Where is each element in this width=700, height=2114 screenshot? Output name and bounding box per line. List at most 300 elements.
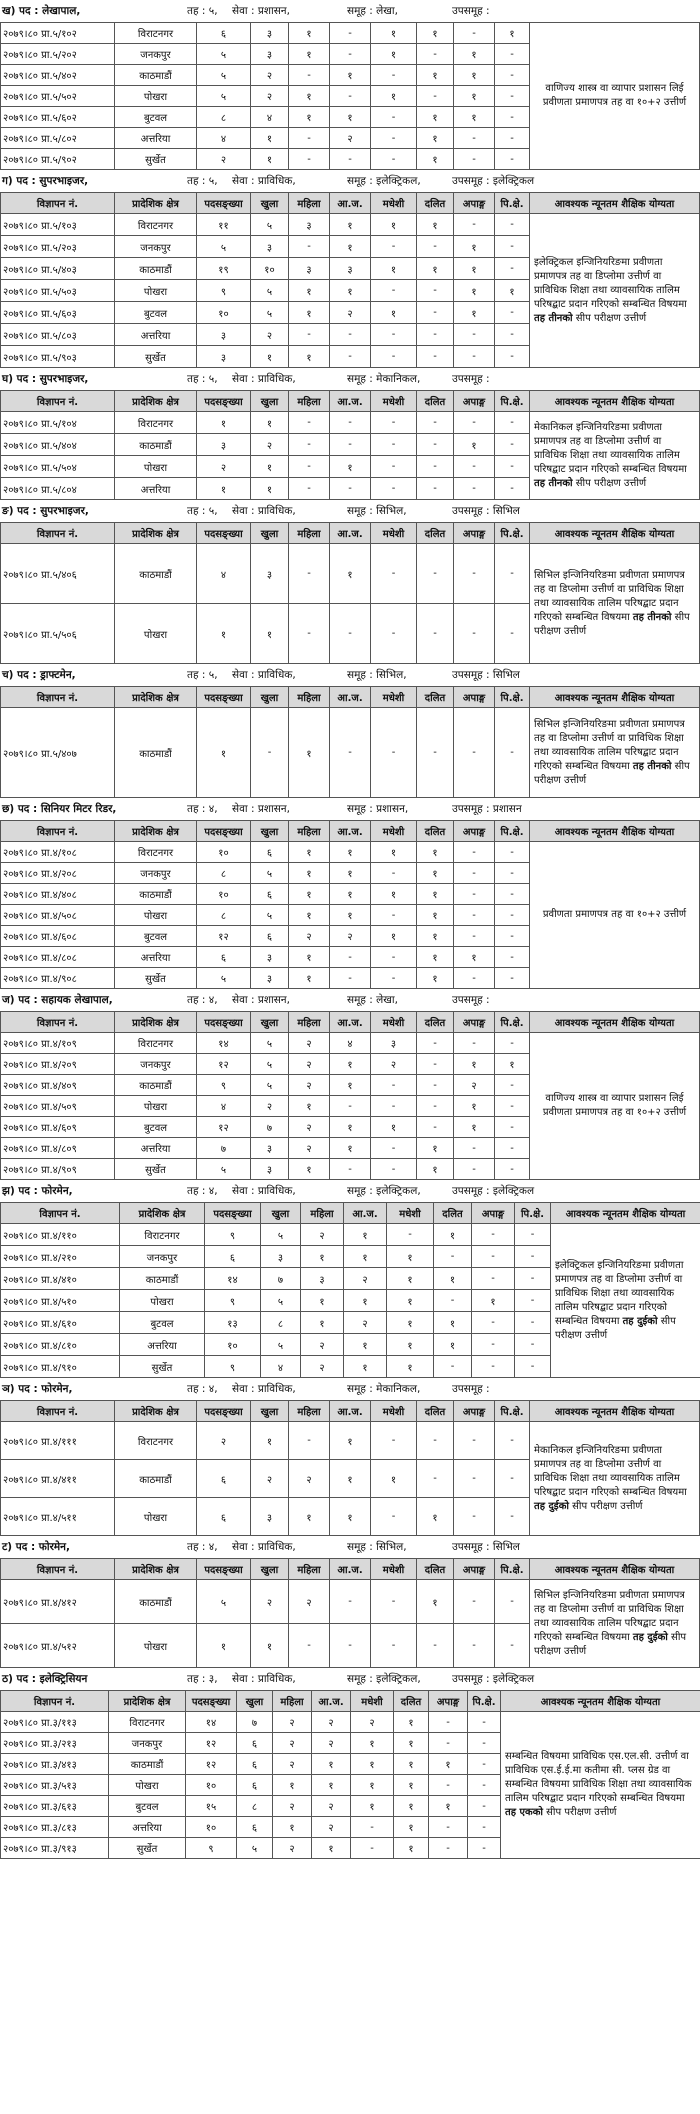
column-header: महिला <box>289 193 330 214</box>
advertisement-number: २०७९।८० प्रा.५/४०६ <box>1 544 115 604</box>
count-cell: १ <box>351 1754 394 1775</box>
count-cell: - <box>371 434 417 456</box>
count-cell: १ <box>417 149 454 170</box>
count-cell: १० <box>205 1334 261 1356</box>
column-header: मधेशी <box>371 687 417 708</box>
column-header: अपाङ्ग <box>454 193 495 214</box>
advertisement-number: २०७९।८० प्रा.४/४०८ <box>1 884 115 905</box>
count-cell: - <box>417 1075 454 1096</box>
vacancy-table <box>0 1690 700 1859</box>
region-cell: पोखरा <box>115 456 197 478</box>
column-header: विज्ञापन नं. <box>1 1401 115 1422</box>
column-header: मधेशी <box>371 391 417 412</box>
count-cell: २ <box>351 1712 394 1733</box>
advertisement-number: २०७९।८० प्रा.५/५०६ <box>1 604 115 664</box>
count-cell: १ <box>417 214 454 236</box>
count-cell: २ <box>301 1224 344 1246</box>
count-cell: १ <box>330 905 371 926</box>
count-cell: १ <box>454 1054 495 1075</box>
region-cell: अत्तरिया <box>115 947 197 968</box>
advertisement-number: २०७९।८० प्रा.५/५०४ <box>1 456 115 478</box>
count-cell: ११ <box>197 214 251 236</box>
count-cell: १ <box>417 947 454 968</box>
count-cell: १ <box>289 302 330 324</box>
vacancy-table <box>0 22 700 170</box>
count-cell: - <box>330 346 371 368</box>
count-cell: २ <box>273 1733 312 1754</box>
count-cell: २ <box>289 1460 330 1498</box>
count-cell: - <box>371 1075 417 1096</box>
count-cell: - <box>495 884 530 905</box>
table-row <box>1 1712 700 1733</box>
section-service: सेवा : प्राविधिक, <box>232 1185 296 1197</box>
column-header: दलित <box>417 1401 454 1422</box>
count-cell: १ <box>289 968 330 989</box>
advertisement-number: २०७९।८० प्रा.४/६१० <box>1 1312 120 1334</box>
count-cell: - <box>417 346 454 368</box>
region-cell: पोखरा <box>115 1624 197 1668</box>
section-post <box>2 1536 187 1558</box>
table-row <box>1 708 700 798</box>
count-cell: २ <box>330 302 371 324</box>
section-heading <box>0 0 700 22</box>
column-header: आ.ज. <box>330 1401 371 1422</box>
count-cell: १ <box>454 86 495 107</box>
count-cell: ३ <box>301 1268 344 1290</box>
count-cell: १३ <box>205 1312 261 1334</box>
count-cell: १ <box>301 1312 344 1334</box>
vacancy-table <box>0 522 700 664</box>
count-cell: - <box>371 1138 417 1159</box>
count-cell: १ <box>330 1138 371 1159</box>
table-row <box>1 1224 700 1246</box>
column-header: आवश्यक न्यूनतम शैक्षिक योग्यता <box>530 821 700 842</box>
count-cell: ३ <box>251 236 289 258</box>
section-heading <box>0 1180 700 1202</box>
column-header: मधेशी <box>351 1691 394 1712</box>
count-cell: - <box>495 1096 530 1117</box>
column-header: मधेशी <box>371 1012 417 1033</box>
count-cell: २ <box>273 1838 312 1859</box>
column-header: आ.ज. <box>330 391 371 412</box>
count-cell: - <box>289 324 330 346</box>
count-cell: १ <box>371 86 417 107</box>
column-header: आवश्यक न्यूनतम शैक्षिक योग्यता <box>530 193 700 214</box>
count-cell: २ <box>251 1580 289 1624</box>
count-cell: ३ <box>330 258 371 280</box>
column-header: आ.ज. <box>330 523 371 544</box>
table-header-row <box>1 1401 700 1422</box>
advertisement-number: २०७९।८० प्रा.४/४१० <box>1 1268 120 1290</box>
count-cell: १ <box>197 412 251 434</box>
count-cell: ४ <box>197 128 251 149</box>
count-cell: ८ <box>197 107 251 128</box>
column-header: आ.ज. <box>330 687 371 708</box>
count-cell: - <box>495 324 530 346</box>
count-cell: ६ <box>251 842 289 863</box>
section-group: समूह : इलेक्ट्रिकल, <box>347 1673 421 1685</box>
region-cell: काठमाडौं <box>115 1460 197 1498</box>
count-cell: ३ <box>289 258 330 280</box>
count-cell: १ <box>417 1159 454 1180</box>
count-cell: १ <box>417 842 454 863</box>
count-cell: १ <box>197 478 251 500</box>
count-cell: ६ <box>237 1817 273 1838</box>
region-cell: सुर्खेत <box>115 1159 197 1180</box>
count-cell: - <box>429 1712 468 1733</box>
count-cell: २ <box>289 1054 330 1075</box>
count-cell: १ <box>417 1138 454 1159</box>
count-cell: १ <box>417 1580 454 1624</box>
column-header: आवश्यक न्यूनतम शैक्षिक योग्यता <box>530 1559 700 1580</box>
count-cell: २ <box>251 434 289 456</box>
section-heading <box>0 500 700 522</box>
count-cell: ६ <box>237 1733 273 1754</box>
count-cell: १ <box>289 1498 330 1536</box>
advertisement-number: २०७९।८० प्रा.५/८०२ <box>1 128 115 149</box>
count-cell: - <box>417 236 454 258</box>
count-cell: - <box>495 346 530 368</box>
count-cell: १ <box>351 1796 394 1817</box>
count-cell: - <box>454 456 495 478</box>
count-cell: १ <box>417 258 454 280</box>
region-cell: अत्तरिया <box>120 1334 205 1356</box>
count-cell: - <box>472 1312 515 1334</box>
column-header: आवश्यक न्यूनतम शैक्षिक योग्यता <box>530 523 700 544</box>
count-cell: - <box>371 346 417 368</box>
section-group: समूह : इलेक्ट्रिकल, <box>347 1185 421 1197</box>
count-cell: - <box>495 947 530 968</box>
column-header: महिला <box>289 1012 330 1033</box>
section-service: सेवा : प्राविधिक, <box>232 505 296 517</box>
count-cell: १ <box>251 478 289 500</box>
count-cell: - <box>495 544 530 604</box>
advertisement-number: २०७९।८० प्रा.३/५१३ <box>1 1775 109 1796</box>
count-cell: ५ <box>197 86 251 107</box>
section-group: समूह : मेकानिकल, <box>347 1383 421 1395</box>
table-header-row <box>1 391 700 412</box>
count-cell: १ <box>344 1356 387 1378</box>
count-cell: १ <box>417 905 454 926</box>
region-cell: अत्तरिया <box>115 128 197 149</box>
count-cell: १ <box>197 708 251 798</box>
region-cell: अत्तरिया <box>109 1817 186 1838</box>
section-group: समूह : इलेक्ट्रिकल, <box>347 175 421 187</box>
count-cell: - <box>330 434 371 456</box>
post-name: ज) पद : सहायक लेखापाल, <box>2 994 113 1006</box>
column-header: महिला <box>301 1203 344 1224</box>
count-cell: - <box>330 86 371 107</box>
count-cell: - <box>454 604 495 664</box>
qualification-cell: वाणिज्य शास्त्र वा व्यापार प्रशासन लिई प्रवीणता प्रमाणपत्र तह वा १०+२ उत्तीर्ण <box>530 23 700 170</box>
count-cell: १ <box>371 23 417 44</box>
count-cell: १ <box>330 214 371 236</box>
region-cell: विराटनगर <box>115 842 197 863</box>
advertisement-number: २०७९।८० प्रा.५/१०३ <box>1 214 115 236</box>
count-cell: - <box>330 324 371 346</box>
region-cell: जनकपुर <box>115 236 197 258</box>
count-cell: - <box>371 1159 417 1180</box>
count-cell: - <box>417 44 454 65</box>
count-cell: १ <box>330 884 371 905</box>
count-cell: - <box>495 842 530 863</box>
section-post <box>2 0 187 22</box>
count-cell: १ <box>289 1159 330 1180</box>
count-cell: - <box>495 456 530 478</box>
count-cell: - <box>371 905 417 926</box>
count-cell: - <box>495 1624 530 1668</box>
advertisement-number: २०७९।८० प्रा.४/१०८ <box>1 842 115 863</box>
section-service: सेवा : प्राविधिक, <box>232 373 296 385</box>
section-group: समूह : लेखा, <box>347 994 398 1006</box>
count-cell: - <box>371 604 417 664</box>
count-cell: - <box>495 302 530 324</box>
count-cell: २ <box>330 128 371 149</box>
count-cell: २ <box>251 1460 289 1498</box>
count-cell: ५ <box>237 1838 273 1859</box>
advertisement-number: २०७९।८० प्रा.४/४०९ <box>1 1075 115 1096</box>
count-cell: १ <box>330 236 371 258</box>
count-cell: १ <box>289 884 330 905</box>
column-header: अपाङ्ग <box>454 821 495 842</box>
count-cell: ६ <box>251 884 289 905</box>
section-level: तह : ५, <box>187 373 218 385</box>
count-cell: ५ <box>251 1054 289 1075</box>
count-cell: - <box>417 1033 454 1054</box>
count-cell: - <box>495 708 530 798</box>
column-header: पदसङ्ख्या <box>205 1203 261 1224</box>
count-cell: - <box>454 1580 495 1624</box>
region-cell: विराटनगर <box>115 412 197 434</box>
count-cell: - <box>454 128 495 149</box>
column-header: प्रादेशिक क्षेत्र <box>115 193 197 214</box>
region-cell: जनकपुर <box>109 1733 186 1754</box>
count-cell: १ <box>417 65 454 86</box>
region-cell: बुटवल <box>115 926 197 947</box>
count-cell: १ <box>387 1334 434 1356</box>
section-level: तह : ५, <box>187 505 218 517</box>
count-cell: १ <box>301 1290 344 1312</box>
count-cell: - <box>468 1796 501 1817</box>
advertisement-number: २०७९।८० प्रा.५/९०२ <box>1 149 115 170</box>
count-cell: २ <box>312 1796 351 1817</box>
count-cell: १ <box>454 258 495 280</box>
count-cell: १ <box>371 842 417 863</box>
count-cell: १ <box>371 214 417 236</box>
column-header: खुला <box>251 1012 289 1033</box>
count-cell: १२ <box>186 1733 237 1754</box>
count-cell: २ <box>301 1334 344 1356</box>
section-subgroup: उपसमूह : <box>452 5 490 17</box>
count-cell: १ <box>251 412 289 434</box>
post-name: ट) पद : फोरमेन, <box>2 1541 71 1553</box>
column-header: आवश्यक न्यूनतम शैक्षिक योग्यता <box>530 391 700 412</box>
post-name: ङ) पद : सुपरभाइजर, <box>2 505 89 517</box>
advertisement-number: २०७९।८० प्रा.४/५११ <box>1 1498 115 1536</box>
count-cell: ३ <box>251 544 289 604</box>
count-cell: - <box>330 1159 371 1180</box>
count-cell: - <box>289 434 330 456</box>
table-header-row <box>1 1691 700 1712</box>
section-heading <box>0 1668 700 1690</box>
advertisement-number: २०७९।८० प्रा.४/४१२ <box>1 1580 115 1624</box>
section-heading <box>0 1378 700 1400</box>
column-header: अपाङ्ग <box>472 1203 515 1224</box>
count-cell: - <box>515 1312 551 1334</box>
count-cell: १ <box>387 1356 434 1378</box>
column-header: दलित <box>417 193 454 214</box>
count-cell: - <box>454 1033 495 1054</box>
region-cell: विराटनगर <box>120 1224 205 1246</box>
advertisement-number: २०७९।८० प्रा.४/८१० <box>1 1334 120 1356</box>
count-cell: २ <box>330 926 371 947</box>
count-cell: - <box>371 1624 417 1668</box>
table-row <box>1 1422 700 1460</box>
count-cell: ३ <box>251 23 289 44</box>
section-service: सेवा : प्राविधिक, <box>232 1541 296 1553</box>
qualification-cell: सिभिल इन्जिनियरिङमा प्रवीणता प्रमाणपत्र तह वा डिप्लोमा उत्तीर्ण वा प्राविधिक शिक्षा तथा व्यावसायिक तालिम परिषद्बाट प्रदान गरिएको सम्बन्धित विषयमा तह तीनको सीप परीक्षण उत्तीर्ण <box>530 544 700 664</box>
advertisement-number: २०७९।८० प्रा.३/८१३ <box>1 1817 109 1838</box>
count-cell: २ <box>371 1054 417 1075</box>
count-cell: - <box>417 86 454 107</box>
section-group: समूह : सिभिल, <box>347 669 407 681</box>
column-header: विज्ञापन नं. <box>1 1691 109 1712</box>
section-subgroup: उपसमूह : <box>452 994 490 1006</box>
column-header: आवश्यक न्यूनतम शैक्षिक योग्यता <box>530 687 700 708</box>
qualification-cell: प्रवीणता प्रमाणपत्र तह वा १०+२ उत्तीर्ण <box>530 842 700 989</box>
count-cell: १० <box>197 302 251 324</box>
count-cell: ९ <box>197 1075 251 1096</box>
count-cell: ७ <box>197 1138 251 1159</box>
count-cell: २ <box>344 1312 387 1334</box>
count-cell: - <box>330 1580 371 1624</box>
section-post <box>2 500 187 522</box>
vacancy-table <box>0 1400 700 1536</box>
section-service: सेवा : प्राविधिक, <box>232 1383 296 1395</box>
count-cell: १ <box>454 1117 495 1138</box>
count-cell: ४ <box>197 1096 251 1117</box>
advertisement-number: २०७९।८० प्रा.५/९०३ <box>1 346 115 368</box>
section-service: सेवा : प्राविधिक, <box>232 1673 296 1685</box>
region-cell: बुटवल <box>115 1117 197 1138</box>
advertisement-number: २०७९।८० प्रा.४/९०९ <box>1 1159 115 1180</box>
section-heading <box>0 368 700 390</box>
section-service: सेवा : प्रशासन, <box>232 803 290 815</box>
section-service: सेवा : प्राविधिक, <box>232 669 296 681</box>
count-cell: १ <box>394 1838 429 1859</box>
count-cell: - <box>454 842 495 863</box>
post-name: च) पद : ड्राफ्टमेन, <box>2 669 76 681</box>
region-cell: अत्तरिया <box>115 1138 197 1159</box>
region-cell: विराटनगर <box>115 214 197 236</box>
count-cell: - <box>454 926 495 947</box>
table-header-row <box>1 1012 700 1033</box>
count-cell: १ <box>351 1733 394 1754</box>
column-header: प्रादेशिक क्षेत्र <box>115 1559 197 1580</box>
count-cell: - <box>454 1138 495 1159</box>
count-cell: १ <box>387 1312 434 1334</box>
advertisement-number: २०७९।८० प्रा.४/५०८ <box>1 905 115 926</box>
column-header: खुला <box>251 391 289 412</box>
vacancy-table <box>0 820 700 989</box>
count-cell: ५ <box>251 214 289 236</box>
qualification-cell: मेकानिकल इन्जिनियरिङमा प्रवीणता प्रमाणपत्र तह वा डिप्लोमा उत्तीर्ण वा प्राविधिक शिक्षा तथा व्यावसायिक तालिम परिषद्बाट प्रदान गरिएको सम्बन्धित विषयमा तह दुईको सीप परीक्षण उत्तीर्ण <box>530 1422 700 1536</box>
count-cell: १ <box>289 947 330 968</box>
table-row <box>1 1033 700 1054</box>
column-header: प्रादेशिक क्षेत्र <box>115 1012 197 1033</box>
advertisement-number: २०७९।८० प्रा.४/६०९ <box>1 1117 115 1138</box>
count-cell: २ <box>197 456 251 478</box>
advertisement-number: २०७९।८० प्रा.३/४१३ <box>1 1754 109 1775</box>
count-cell: ८ <box>197 863 251 884</box>
count-cell: ६ <box>251 926 289 947</box>
count-cell: ८ <box>261 1312 301 1334</box>
count-cell: - <box>495 1159 530 1180</box>
advertisement-number: २०७९।८० प्रा.५/२०३ <box>1 236 115 258</box>
count-cell: - <box>454 968 495 989</box>
count-cell: - <box>417 324 454 346</box>
count-cell: - <box>472 1356 515 1378</box>
count-cell: ५ <box>197 44 251 65</box>
count-cell: - <box>371 236 417 258</box>
count-cell: १ <box>371 884 417 905</box>
region-cell: अत्तरिया <box>115 478 197 500</box>
count-cell: १ <box>454 44 495 65</box>
column-header: दलित <box>417 687 454 708</box>
count-cell: १ <box>454 434 495 456</box>
column-header: विज्ञापन नं. <box>1 523 115 544</box>
count-cell: - <box>417 1054 454 1075</box>
count-cell: १ <box>394 1775 429 1796</box>
post-name: छ) पद : सिनियर मिटर रिडर, <box>2 803 117 815</box>
count-cell: - <box>495 905 530 926</box>
count-cell: १ <box>197 1624 251 1668</box>
post-name: ख) पद : लेखापाल, <box>2 5 81 17</box>
count-cell: - <box>289 412 330 434</box>
count-cell: - <box>429 1733 468 1754</box>
count-cell: - <box>330 412 371 434</box>
advertisement-number: २०७९।८० प्रा.५/१०२ <box>1 23 115 44</box>
table-row <box>1 412 700 434</box>
column-header: पि.क्षे. <box>515 1203 551 1224</box>
count-cell: - <box>468 1838 501 1859</box>
count-cell: १ <box>301 1246 344 1268</box>
count-cell: - <box>417 544 454 604</box>
count-cell: - <box>387 1224 434 1246</box>
region-cell: काठमाडौं <box>115 708 197 798</box>
section-heading <box>0 664 700 686</box>
count-cell: - <box>417 1422 454 1460</box>
count-cell: - <box>330 604 371 664</box>
count-cell: १ <box>273 1817 312 1838</box>
count-cell: १ <box>454 302 495 324</box>
count-cell: १ <box>330 1460 371 1498</box>
advertisement-number: २०७९।८० प्रा.५/८०४ <box>1 478 115 500</box>
count-cell: - <box>495 65 530 86</box>
qualification-cell: सिभिल इन्जिनियरिङमा प्रवीणता प्रमाणपत्र तह वा डिप्लोमा उत्तीर्ण वा प्राविधिक शिक्षा तथा व्यावसायिक तालिम परिषद्बाट प्रदान गरिएको सम्बन्धित विषयमा तह तीनको सीप परीक्षण उत्तीर्ण <box>530 708 700 798</box>
count-cell: १ <box>417 863 454 884</box>
table-header-row <box>1 523 700 544</box>
count-cell: - <box>417 434 454 456</box>
column-header: आवश्यक न्यूनतम शैक्षिक योग्यता <box>530 1012 700 1033</box>
count-cell: १० <box>186 1775 237 1796</box>
count-cell: - <box>515 1224 551 1246</box>
count-cell: २ <box>197 1422 251 1460</box>
column-header: मधेशी <box>387 1203 434 1224</box>
column-header: प्रादेशिक क्षेत्र <box>115 687 197 708</box>
column-header: विज्ञापन नं. <box>1 193 115 214</box>
column-header: प्रादेशिक क्षेत्र <box>115 821 197 842</box>
